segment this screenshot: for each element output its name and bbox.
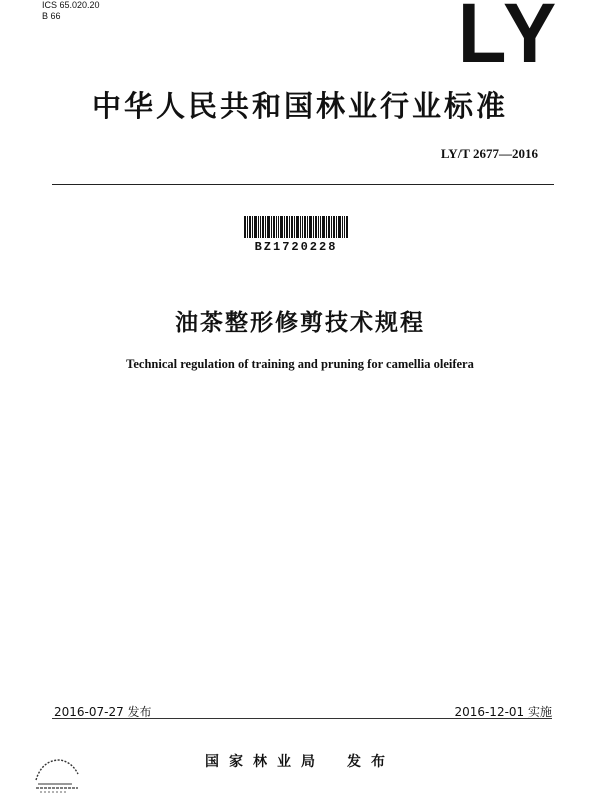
header-title: 中华人民共和国林业行业标准: [91, 89, 508, 123]
header-divider: [52, 184, 554, 185]
document-title-cn: 油茶整形修剪技术规程: [175, 310, 425, 336]
barcode-number: BZ1720228: [254, 240, 338, 254]
document-title-en: Technical regulation of training and pruning for camellia oleifera: [126, 357, 474, 371]
issue-date: 2016-07-27 发布: [54, 705, 152, 719]
implementation-date: 2016-12-01 实施: [454, 705, 552, 719]
footer-divider: [52, 718, 552, 719]
ics-code: ICS 65.020.20: [42, 0, 100, 10]
classification-codes: [42, 0, 100, 22]
ly-logo: LY: [457, 0, 560, 80]
class-code: B 66: [42, 11, 61, 21]
barcode-icon: [244, 216, 348, 238]
publisher-action: 发布: [347, 754, 395, 770]
publisher-name: 国家林业局: [205, 754, 325, 770]
publisher: [0, 751, 600, 771]
standard-number: LY/T 2677—2016: [440, 146, 538, 161]
